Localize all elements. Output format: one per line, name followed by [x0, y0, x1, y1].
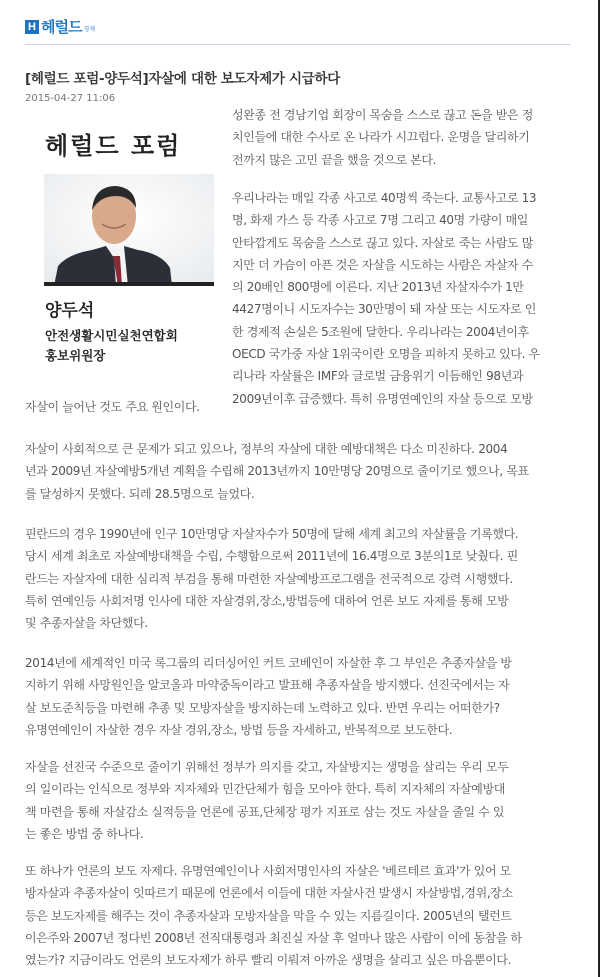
text-line: 특히 연예인등 사회저명 인사에 대한 자살경위,장소,방법등에 대하여 언론 보도 자제를 통해 모방 — [25, 593, 509, 608]
paragraph-2-end — [25, 396, 200, 418]
text-line: 책 마련을 통해 자살감소 실적등을 언론에 공표,단체장 평가 지표로 삼는 것도 자살을 줄일 수 있 — [25, 804, 505, 819]
text-line: 살 보도준칙등을 마련해 추종 및 모방자살을 방지하는데 노력하고 있다. 반면 우리는 어떠한가? — [25, 700, 500, 715]
site-logo[interactable] — [25, 16, 95, 37]
article-title: [헤럴드 포럼-양두석]자살에 대한 보도자제가 시급하다 — [25, 71, 340, 87]
text-line: 였는가? 지금이라도 언론의 보도자제가 하루 빨리 이뤄져 아까운 생명을 살리고 싶은 마음뿐이다. — [25, 953, 512, 968]
text-line: 년과 2009년 자살예방5개년 계획을 수립해 2013년까지 10만명당 20명으로 줄이기로 했으나, 목표 — [25, 464, 529, 479]
text-line: 안타깝게도 목숨을 스스로 끊고 있다. 자살로 죽는 사람도 많 — [232, 235, 533, 250]
text-line: 이은주와 2007년 정다빈 2008년 전직대통령과 최진실 자살 후 얼마나 많은 사람이 이에 동참을 하 — [25, 930, 522, 945]
author-affiliation — [45, 326, 178, 366]
logo-mark: H — [25, 20, 39, 34]
text-line: 자살을 선진국 수준으로 줄이기 위해선 정부가 의지를 갖고, 자살방지는 생명을 살리는 우리 모두 — [25, 760, 509, 774]
text-line: 등은 보도자제를 해주는 것이 추종자살과 모방자살을 막을 수 있는 지름길이다. 2005년의 탤런트 — [25, 908, 512, 923]
text-line: 당시 세계 최초로 자살예방대책을 수립, 수행함으로써 2011년에 16.4명으로 3분의1로 낮췄다. 핀 — [25, 549, 518, 564]
author-name: 양두석 — [45, 301, 95, 321]
text-line: 의 20배인 800명에 이른다. 지난 2013년 자살자수가 1만 — [232, 280, 524, 295]
text-line: 유명연예인이 자살한 경우 자살 경위,장소, 방법 등을 자세하고, 반복적으로 보도한다. — [25, 722, 453, 737]
text-line: 2009년이후 급증했다. 특히 유명연예인의 자살 등으로 모방 — [232, 391, 533, 406]
logo-sub: 경제 — [83, 26, 96, 33]
text-line: 또 하나가 언론의 보도 자제다. 유명연예인이나 사회저명인사의 자살은 '베르테르 효과'가 있어 모 — [25, 864, 511, 878]
text-line: 2014년에 세계적인 미국 록그룹의 리더싱어인 커트 코베인이 자살한 후 그 부인은 추종자살을 방 — [25, 656, 512, 670]
text-line: 자살이 늘어난 것도 주요 원인이다. — [25, 400, 200, 414]
text-line: 는 좋은 방법 중 하나다. — [25, 826, 144, 841]
text-line: 치인들에 대한 수사로 온 나라가 시끄럽다. 운명을 달리하기 — [232, 130, 530, 145]
text-line: 를 달성하지 못했다. 되레 28.5명으로 늘었다. — [25, 486, 255, 501]
author-photo — [44, 174, 214, 286]
text-line: OECD 국가중 자살 1위국이란 오명을 피하지 못하고 있다. 우 — [232, 347, 540, 362]
text-line: 방자살과 추종자살이 잇따르기 때문에 언론에서 이들에 대한 자살사건 발생시 자살방법,경위,장소 — [25, 886, 513, 901]
text-line: 지만 더 가슴이 아픈 것은 자살을 시도하는 사람은 자살자 수 — [232, 257, 533, 272]
text-line: 자살이 사회적으로 큰 문제가 되고 있으나, 정부의 자살에 대한 예방대책은 다소 미진하다. 2004 — [25, 442, 508, 456]
text-line: 핀란드의 경우 1990년에 인구 10만명당 자살자수가 50명에 달해 세계 최고의 자살률을 기록했다. — [25, 527, 519, 541]
text-line: 4427명이니 시도자수는 30만명이 돼 자살 또는 시도자로 인 — [232, 302, 537, 317]
text-line: 의 일이라는 인식으로 정부와 지자체와 민간단체가 힘을 모아야 한다. 특히 지자체의 자살예방대 — [25, 782, 506, 797]
paragraph-7 — [25, 860, 522, 971]
text-line: 전까지 많은 고민 끝을 했을 것으로 본다. — [232, 152, 437, 167]
forum-title: 헤럴드 포럼 — [45, 132, 182, 160]
header-divider — [25, 44, 570, 45]
author-org: 안전생활시민실천연합회 — [45, 328, 178, 343]
text-line: 리나라 자살률은 IMF와 글로벌 금융위기 이듬해인 98년과 — [232, 369, 524, 384]
text-line: 란드는 자살자에 대한 심리적 부검을 통해 마련한 자살예방프로그램을 전국적으로 강력 시행했다. — [25, 571, 513, 586]
paragraph-4 — [25, 523, 518, 634]
paragraph-1 — [232, 104, 533, 171]
text-line: 명, 화재 가스 등 각종 사고로 7명 그리고 40명 가량이 매일 — [232, 213, 529, 228]
text-line: 지하기 위해 사망원인을 알코올과 마약중독이라고 발표해 추종자살을 방지했다. 선진국에서는 자 — [25, 678, 510, 693]
logo-text: 헤럴드 — [41, 18, 82, 36]
text-line: 한 경제적 손실은 5조원에 달한다. 우리나라는 2004년이후 — [232, 324, 529, 339]
text-line: 우리나라는 매일 각종 사고로 40명씩 죽는다. 교통사고로 13 — [232, 191, 537, 205]
text-line: 성완종 전 경남기업 회장이 목숨을 스스로 끊고 돈을 받은 정 — [232, 108, 533, 122]
paragraph-6 — [25, 756, 508, 845]
article-date: 2015-04-27 11:06 — [25, 93, 116, 104]
author-role: 홍보위원장 — [45, 348, 106, 363]
text-line: 및 추종자살을 차단했다. — [25, 616, 148, 631]
paragraph-3 — [25, 438, 529, 505]
paragraph-5 — [25, 652, 512, 741]
paragraph-2 — [232, 187, 540, 410]
